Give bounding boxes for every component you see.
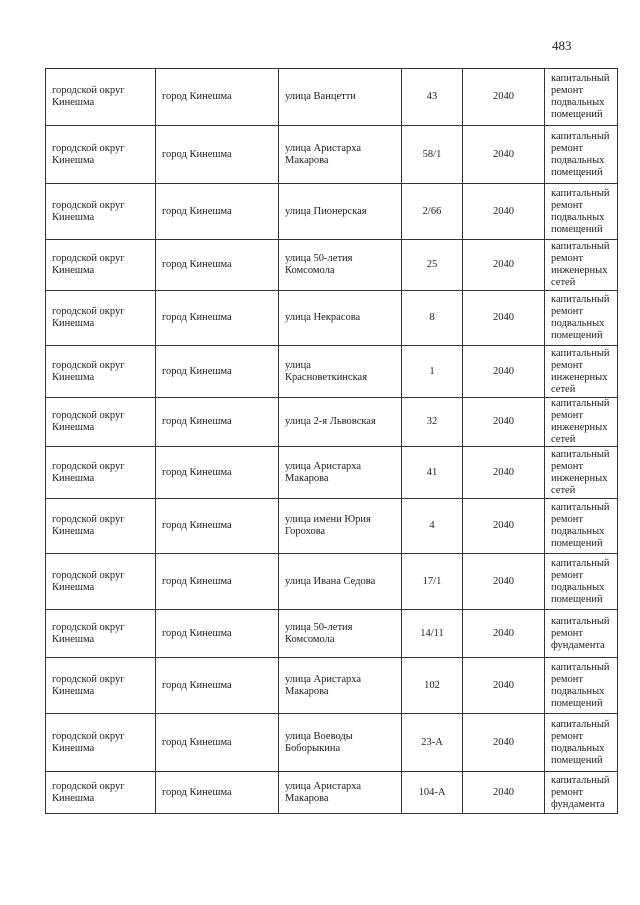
table-row: [46, 69, 618, 126]
cell-work-type: капитальный ремонт инженерных сетей: [545, 346, 618, 398]
repair-schedule-table: [45, 68, 618, 814]
cell-city: город Кинешма: [156, 447, 279, 499]
cell-city: город Кинешма: [156, 499, 279, 554]
cell-district: городской округ Кинешма: [46, 291, 156, 346]
cell-work-type: капитальный ремонт подвальных помещений: [545, 714, 618, 772]
cell-street: улица 2-я Львовская: [279, 398, 402, 447]
cell-street: улица Аристарха Макарова: [279, 658, 402, 714]
cell-house-number: 23-А: [402, 714, 463, 772]
cell-house-number: 2/66: [402, 184, 463, 240]
table-row: [46, 658, 618, 714]
cell-city: город Кинешма: [156, 398, 279, 447]
cell-district: городской округ Кинешма: [46, 714, 156, 772]
cell-street: улица Аристарха Макарова: [279, 772, 402, 814]
cell-district: городской округ Кинешма: [46, 772, 156, 814]
cell-district: городской округ Кинешма: [46, 346, 156, 398]
cell-work-type: капитальный ремонт подвальных помещений: [545, 184, 618, 240]
cell-city: город Кинешма: [156, 126, 279, 184]
table-row: [46, 714, 618, 772]
table-row: [46, 184, 618, 240]
cell-house-number: 1: [402, 346, 463, 398]
cell-year: 2040: [463, 126, 545, 184]
cell-year: 2040: [463, 346, 545, 398]
table-row: [46, 499, 618, 554]
cell-house-number: 104-А: [402, 772, 463, 814]
cell-city: город Кинешма: [156, 658, 279, 714]
cell-district: городской округ Кинешма: [46, 499, 156, 554]
cell-street: улица имени Юрия Горохова: [279, 499, 402, 554]
cell-street: улица Ванцетти: [279, 69, 402, 126]
cell-work-type: капитальный ремонт подвальных помещений: [545, 499, 618, 554]
cell-district: городской округ Кинешма: [46, 69, 156, 126]
cell-year: 2040: [463, 610, 545, 658]
cell-city: город Кинешма: [156, 346, 279, 398]
cell-work-type: капитальный ремонт подвальных помещений: [545, 126, 618, 184]
table-row: [46, 398, 618, 447]
cell-district: городской округ Кинешма: [46, 658, 156, 714]
table-row: [46, 610, 618, 658]
cell-street: улица Ивана Седова: [279, 554, 402, 610]
cell-year: 2040: [463, 184, 545, 240]
cell-house-number: 25: [402, 240, 463, 291]
table-body: [46, 69, 618, 814]
cell-work-type: капитальный ремонт подвальных помещений: [545, 658, 618, 714]
cell-city: город Кинешма: [156, 69, 279, 126]
page-number: 483: [552, 38, 572, 53]
cell-year: 2040: [463, 499, 545, 554]
cell-city: город Кинешма: [156, 610, 279, 658]
cell-street: улица Аристарха Макарова: [279, 126, 402, 184]
cell-house-number: 4: [402, 499, 463, 554]
cell-street: улица Красноветкинская: [279, 346, 402, 398]
cell-work-type: капитальный ремонт инженерных сетей: [545, 447, 618, 499]
cell-city: город Кинешма: [156, 714, 279, 772]
cell-house-number: 102: [402, 658, 463, 714]
cell-year: 2040: [463, 291, 545, 346]
cell-year: 2040: [463, 554, 545, 610]
cell-work-type: капитальный ремонт фундамента: [545, 610, 618, 658]
cell-year: 2040: [463, 772, 545, 814]
table-row: [46, 291, 618, 346]
cell-house-number: 14/11: [402, 610, 463, 658]
cell-city: город Кинешма: [156, 291, 279, 346]
cell-city: город Кинешма: [156, 184, 279, 240]
cell-district: городской округ Кинешма: [46, 126, 156, 184]
cell-street: улица Аристарха Макарова: [279, 447, 402, 499]
cell-city: город Кинешма: [156, 240, 279, 291]
table-row: [46, 126, 618, 184]
cell-work-type: капитальный ремонт инженерных сетей: [545, 240, 618, 291]
cell-street: улица Некрасова: [279, 291, 402, 346]
cell-house-number: 8: [402, 291, 463, 346]
table-row: [46, 772, 618, 814]
cell-year: 2040: [463, 398, 545, 447]
cell-street: улица 50-летия Комсомола: [279, 610, 402, 658]
cell-work-type: капитальный ремонт подвальных помещений: [545, 554, 618, 610]
cell-house-number: 58/1: [402, 126, 463, 184]
cell-district: городской округ Кинешма: [46, 554, 156, 610]
cell-street: улица Пионерская: [279, 184, 402, 240]
table-row: [46, 447, 618, 499]
cell-work-type: капитальный ремонт инженерных сетей: [545, 398, 618, 447]
cell-work-type: капитальный ремонт подвальных помещений: [545, 291, 618, 346]
cell-city: город Кинешма: [156, 554, 279, 610]
table-row: [46, 346, 618, 398]
cell-district: городской округ Кинешма: [46, 184, 156, 240]
cell-district: городской округ Кинешма: [46, 240, 156, 291]
table-row: [46, 240, 618, 291]
cell-house-number: 43: [402, 69, 463, 126]
cell-district: городской округ Кинешма: [46, 398, 156, 447]
cell-district: городской округ Кинешма: [46, 447, 156, 499]
cell-house-number: 41: [402, 447, 463, 499]
cell-house-number: 17/1: [402, 554, 463, 610]
cell-year: 2040: [463, 658, 545, 714]
cell-year: 2040: [463, 240, 545, 291]
cell-house-number: 32: [402, 398, 463, 447]
cell-street: улица 50-летия Комсомола: [279, 240, 402, 291]
table-row: [46, 554, 618, 610]
cell-work-type: капитальный ремонт подвальных помещений: [545, 69, 618, 126]
cell-district: городской округ Кинешма: [46, 610, 156, 658]
cell-street: улица Воеводы Боборыкина: [279, 714, 402, 772]
cell-year: 2040: [463, 714, 545, 772]
cell-work-type: капитальный ремонт фундамента: [545, 772, 618, 814]
cell-year: 2040: [463, 69, 545, 126]
cell-city: город Кинешма: [156, 772, 279, 814]
cell-year: 2040: [463, 447, 545, 499]
